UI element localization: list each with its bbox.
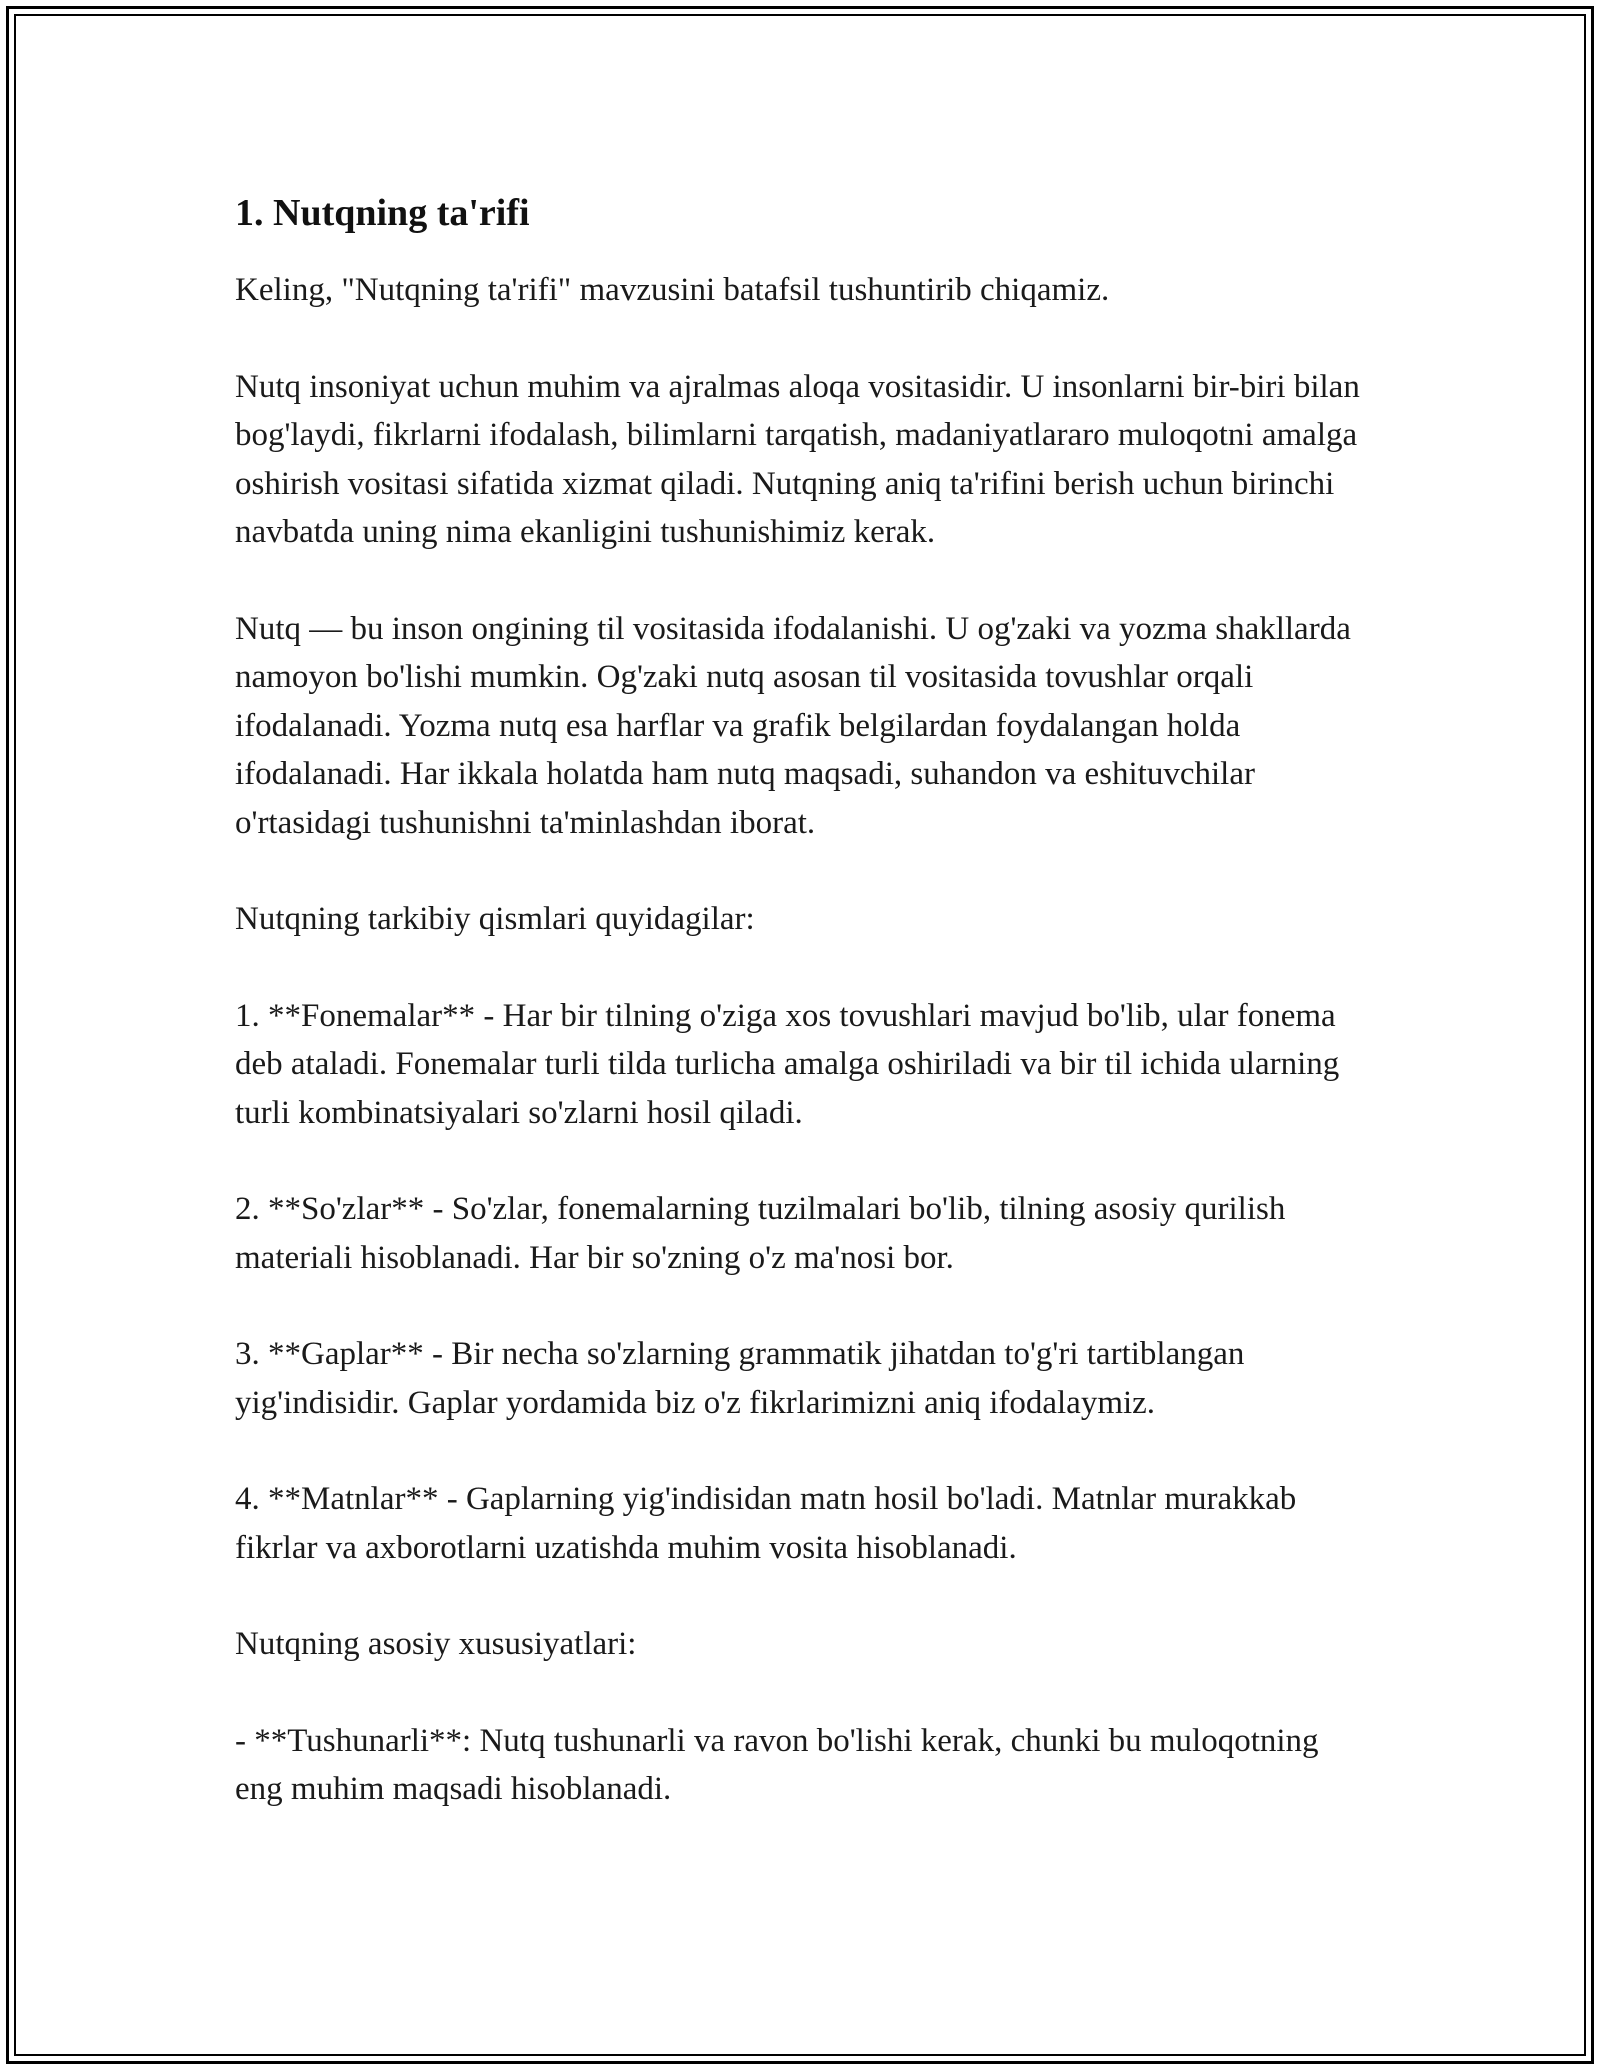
feature-item-clarity: - **Tushunarli**: Nutq tushunarli va ravon bo'lishi kerak, chunki bu muloqotning eng muhim maqsadi hisoblanadi. [235,1722,1319,1807]
components-heading: Nutqning tarkibiy qismlari quyidagilar: [235,901,755,937]
document-body [235,186,1365,1862]
speech-forms-paragraph: Nutq — bu inson ongining til vositasida ifodalanishi. U og'zaki va yozma shakllarda namoyon bo'lishi mumkin. Og'zaki nutq asosan til vositasida tovushlar orqali ifodalanadi. Yozma nutq esa harflar va grafik belgilardan foydalangan holda ifodalanadi. Har ikkala holatda ham nutq maqsadi, suhandon va eshituvchilar o'rtasidagi tushunishni ta'minlashdan iborat. [235,610,1351,841]
features-heading: Nutqning asosiy xususiyatlari: [235,1626,637,1662]
intro-paragraph: Keling, "Nutqning ta'rifi" mavzusini batafsil tushuntirib chiqamiz. [235,272,1110,308]
list-item-words: 2. **So'zlar** - So'zlar, fonemalarning tuzilmalari bo'lib, tilning asosiy qurilish materiali hisoblanadi. Har bir so'zning o'z ma'nosi bor. [235,1191,1286,1276]
list-item-sentences: 3. **Gaplar** - Bir necha so'zlarning grammatik jihatdan to'g'ri tartiblangan yig'indisidir. Gaplar yordamida biz o'z fikrlarimizni aniq ifodalaymiz. [235,1336,1245,1421]
definition-paragraph: Nutq insoniyat uchun muhim va ajralmas aloqa vositasidir. U insonlarni bir-biri bilan bog'laydi, fikrlarni ifodalash, bilimlarni tarqatish, madaniyatlararo muloqotni amalga oshirish vositasi sifatida xizmat qiladi. Nutqning aniq ta'rifini berish uchun birinchi navbatda uning nima ekanligini tushunishimiz kerak. [235,368,1360,550]
page-title: 1. Nutqning ta'rifi [235,192,530,234]
list-item-phonemes: 1. **Fonemalar** - Har bir tilning o'ziga xos tovushlari mavjud bo'lib, ular fonema deb ataladi. Fonemalar turli tilda turlicha amalga oshiriladi va bir til ichida ularning turli kombinatsiyalari so'zlarni hosil qiladi. [235,997,1340,1131]
list-item-texts: 4. **Matnlar** - Gaplarning yig'indisidan matn hosil bo'ladi. Matnlar murakkab fikrlar va axborotlarni uzatishda muhim vosita hisoblanadi. [235,1481,1297,1566]
